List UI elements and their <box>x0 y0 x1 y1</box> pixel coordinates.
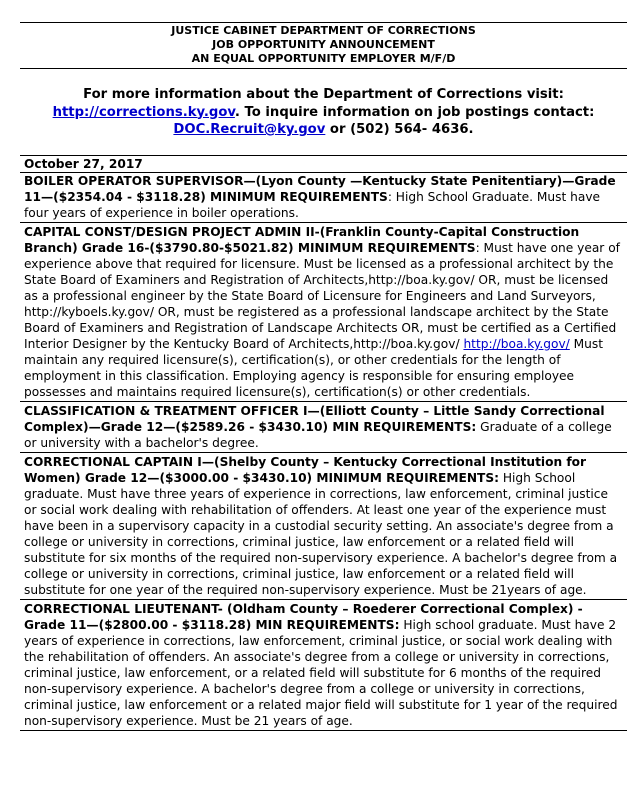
job-title: CAPITAL CONST/DESIGN PROJECT ADMIN II-(Franklin County-Capital Construction Branch) Grade 16-($3790.80-$5021.82) MINIMUM REQUIREMENTS <box>24 225 580 255</box>
header-title: JOB OPPORTUNITY ANNOUNCEMENT <box>212 38 435 51</box>
posting-date: October 27, 2017 <box>20 155 627 173</box>
contact-intro: For more information about the Department of Corrections visit: <box>83 87 564 102</box>
announcement-header <box>20 22 627 69</box>
job-requirements: : Must have one year of experience above that required for licensure. Must be licensed as a professional architect by the State Board of Examiners and Registration of Architects,http://boa.ky.gov/ OR, must be licensed as a professional engineer by the State Board of Licensure for Engineers and Land Surveyors, http://kyboels.ky.gov/ OR, must be registered as a professional landscape architect by the State Board of Examiners and Registration of Landscape Architects OR, must be certified as a Certified Interior Designer by the Kentucky Board of Architects,http://boa.ky.gov/ <box>24 241 620 351</box>
contact-info <box>20 86 627 139</box>
recruit-email-link[interactable]: DOC.Recruit@ky.gov <box>173 122 326 137</box>
job-title: BOILER OPERATOR SUPERVISOR—(Lyon County —Kentucky State Penitentiary)—Grade 11—($2354.04 - $3118.28) MINIMUM REQUIREMENTS <box>24 174 616 204</box>
job-correctional-lieutenant <box>20 600 627 731</box>
boa-link[interactable]: http://boa.ky.gov/ <box>463 337 570 351</box>
job-requirements: : High School Graduate. Must have four years of experience in boiler operations. <box>24 190 601 220</box>
job-list <box>20 172 627 731</box>
job-title: CORRECTIONAL LIEUTENANT- (Oldham County – Roederer Correctional Complex) - Grade 11—($2800.00 - $3118.28) MIN REQUIREMENTS: <box>24 602 583 632</box>
job-requirements: High school graduate. Must have 2 years of experience in corrections, law enforcement, criminal justice, or social work dealing with the rehabilitation of offenders. An associate's degree from a college or university in corrections, criminal justice, law enforcement, or a related field will substitute for 6 months of the required non-supervisory experience. A bachelor's degree from a college or university in corrections, criminal justice, law enforcement or a related major field will substitute for 1 year of the required non-supervisory experience. Must be 21 years of age. <box>24 618 618 728</box>
job-requirements-cont: Must maintain any required licensure(s), certification(s), or other credentials for the length of employment in this classification. Employing agency is responsible for ensuring employee possesses and maintains required licensure(s), certification(s) or other credentials. <box>24 337 604 399</box>
header-eoe: AN EQUAL OPPORTUNITY EMPLOYER M/F/D <box>191 52 456 65</box>
contact-line2 <box>20 104 627 122</box>
job-requirements: Graduate of a college or university with a bachelor's degree. <box>24 420 612 450</box>
job-boiler-operator-supervisor <box>20 172 627 223</box>
corrections-website-link[interactable]: http://corrections.ky.gov <box>52 104 235 120</box>
header-agency: JUSTICE CABINET DEPARTMENT OF CORRECTIONS <box>171 24 476 37</box>
job-title: CORRECTIONAL CAPTAIN I—(Shelby County – Kentucky Correctional Institution for Women) Grade 12—($3000.00 - $3430.10) MINIMUM REQUIREMENTS: <box>24 455 587 485</box>
job-capital-const-design-admin <box>20 223 627 402</box>
contact-line3 <box>20 121 627 139</box>
job-title: CLASSIFICATION & TREATMENT OFFICER I—(Elliott County – Little Sandy Correctional Complex)—Grade 12—($2589.26 - $3430.10) MIN REQUIREMENTS: <box>24 404 605 434</box>
job-classification-treatment-officer <box>20 402 627 453</box>
job-correctional-captain <box>20 453 627 600</box>
contact-phone: or (502) 564- 4636. <box>325 122 474 137</box>
job-requirements: High School graduate. Must have three years of experience in corrections, law enforcement, criminal justice or social work dealing with rehabilitation of offenders. At least one year of the experience must have been in a supervisory capacity in a custodial security setting. An associate's degree from a college or university in corrections, criminal justice, law enforcement or a related field will substitute for six months of the required non-supervisory experience. A bachelor's degree from a college or university in corrections, criminal justice, law enforcement or a related field will substitute for one year of the required non-supervisory experience. Must be 21years of age. <box>24 471 618 597</box>
contact-inquire-text: . To inquire information on job postings contact: <box>234 104 595 120</box>
